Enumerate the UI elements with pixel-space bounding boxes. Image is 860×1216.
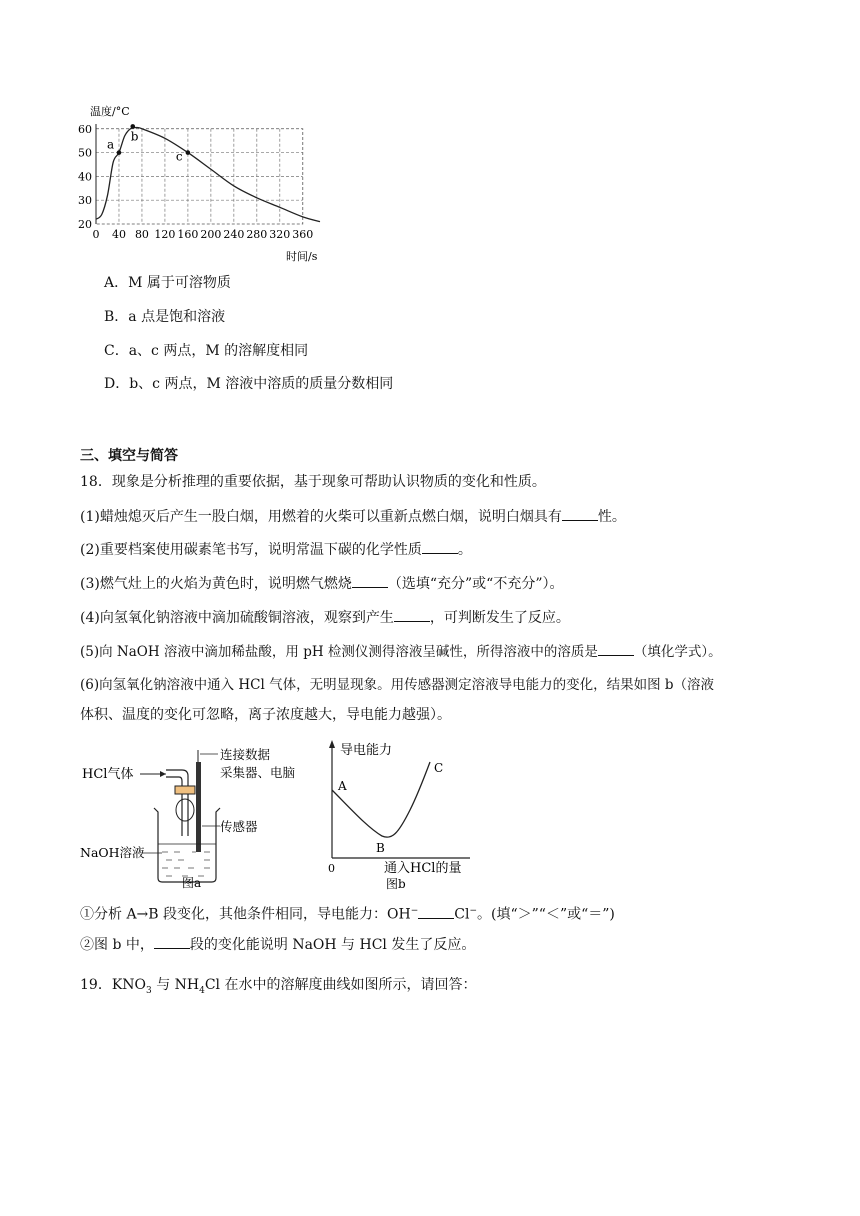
answer-blank[interactable]	[598, 641, 634, 656]
q18-stem: 18．现象是分析推理的重要依据，基于现象可帮助认识物质的变化和性质。	[80, 474, 546, 490]
x-tick-label: 360	[292, 228, 314, 241]
point-label-a: A	[338, 779, 347, 793]
x-tick-label: 160	[177, 228, 199, 241]
hcl-gas-label: HCl气体	[82, 767, 134, 782]
option-b: B．a 点是饱和溶液	[104, 309, 226, 325]
x-tick-label: 80	[134, 228, 149, 241]
point-c	[186, 150, 191, 155]
temperature-time-chart	[70, 100, 330, 262]
answer-blank[interactable]	[394, 607, 430, 622]
y-axis-label: 温度/°C	[90, 105, 130, 118]
y-tick-label: 40	[78, 170, 92, 184]
chart-grid	[96, 124, 303, 224]
beaker	[154, 808, 220, 882]
svg-text:0: 0	[328, 862, 335, 875]
answer-blank[interactable]	[418, 904, 454, 919]
conductivity-curve	[332, 762, 430, 837]
y-tick-label: 60	[78, 122, 92, 136]
x-axis-label: 通入HCl的量	[384, 861, 462, 876]
x-tick-label: 280	[246, 228, 268, 241]
y-tick-label: 50	[78, 146, 92, 160]
point-b	[130, 124, 135, 129]
section-title: 三、填空与简答	[80, 448, 178, 464]
q18-part5: (5)向 NaOH 溶液中滴加稀盐酸，用 pH 检测仪测得溶液呈碱性，所得溶液中的溶质是 （填化学式）。	[80, 641, 722, 662]
svg-text:图a: 图a	[182, 876, 202, 890]
q18-part1: (1)蜡烛熄灭后产生一股白烟，用燃着的火柴可以重新点燃白烟，说明白烟具有 性。	[80, 506, 626, 527]
answer-blank[interactable]	[422, 539, 458, 554]
answer-blank[interactable]	[154, 934, 190, 949]
svg-text:图b: 图b	[386, 877, 406, 890]
x-tick-label: 240	[223, 228, 245, 241]
figure-a-apparatus	[78, 740, 298, 890]
q18-sub2: ②图 b 中， 段的变化能说明 NaOH 与 HCl 发生了反应。	[80, 934, 475, 955]
q18-part2: (2)重要档案使用碳素笔书写，说明常温下碳的化学性质 。	[80, 539, 472, 560]
svg-text:连接数据: 连接数据	[220, 747, 271, 762]
y-axis-label: 导电能力	[340, 743, 393, 758]
x-tick-label: 120	[154, 228, 176, 241]
point-a	[117, 150, 122, 155]
x-tick-label: 40	[111, 228, 126, 241]
option-a: A．M 属于可溶物质	[104, 275, 231, 291]
temperature-curve	[96, 127, 320, 221]
sensor-rod	[196, 762, 201, 852]
option-d: D．b、c 两点，M 溶液中溶质的质量分数相同	[104, 376, 394, 392]
point-label-c: C	[434, 761, 444, 775]
svg-text:采集器、电脑: 采集器、电脑	[220, 765, 296, 780]
point-label-b: B	[376, 841, 385, 855]
q18-sub1: ①分析 A→B 段变化，其他条件相同，导电能力：OH− Cl−。(填“＞”“＜”或“＝”)	[80, 901, 615, 925]
q18-part3: (3)燃气灶上的火焰为黄色时，说明燃气燃烧 （选填“充分”或“不充分”）。	[80, 573, 563, 594]
answer-blank[interactable]	[352, 573, 388, 588]
figure-b-conductivity-chart	[320, 738, 480, 890]
point-label-c: c	[175, 149, 183, 164]
y-tick-label: 20	[78, 218, 92, 231]
x-tick-label: 320	[269, 228, 291, 241]
q18-part6-line1: (6)向氢氧化钠溶液中通入 HCl 气体，无明显现象。用传感器测定溶液导电能力的变化，结果如图 b（溶液	[80, 677, 715, 693]
y-tick-label: 30	[78, 194, 92, 208]
q18-part6-line2: 体积、温度的变化可忽略，离子浓度越大，导电能力越强）。	[80, 707, 451, 723]
x-tick-label: 0	[92, 228, 100, 241]
point-label-a: a	[106, 137, 115, 152]
q18-part4: (4)向氢氧化钠溶液中滴加硫酸铜溶液，观察到产生 ，可判断发生了反应。	[80, 607, 570, 628]
option-c: C．a、c 两点，M 的溶解度相同	[104, 343, 309, 359]
point-label-b: b	[130, 129, 139, 144]
q19-stem: 19．$KNO_3$ 与 $NH_4Cl$ 在水中的溶解度曲线如图所示，请回答：	[80, 977, 477, 996]
answer-blank[interactable]	[562, 506, 598, 521]
x-axis-label: 时间/s	[286, 250, 318, 262]
x-tick-label: 200	[200, 228, 222, 241]
svg-text:传感器: 传感器	[220, 819, 258, 834]
svg-text:NaOH溶液: NaOH溶液	[80, 845, 145, 860]
